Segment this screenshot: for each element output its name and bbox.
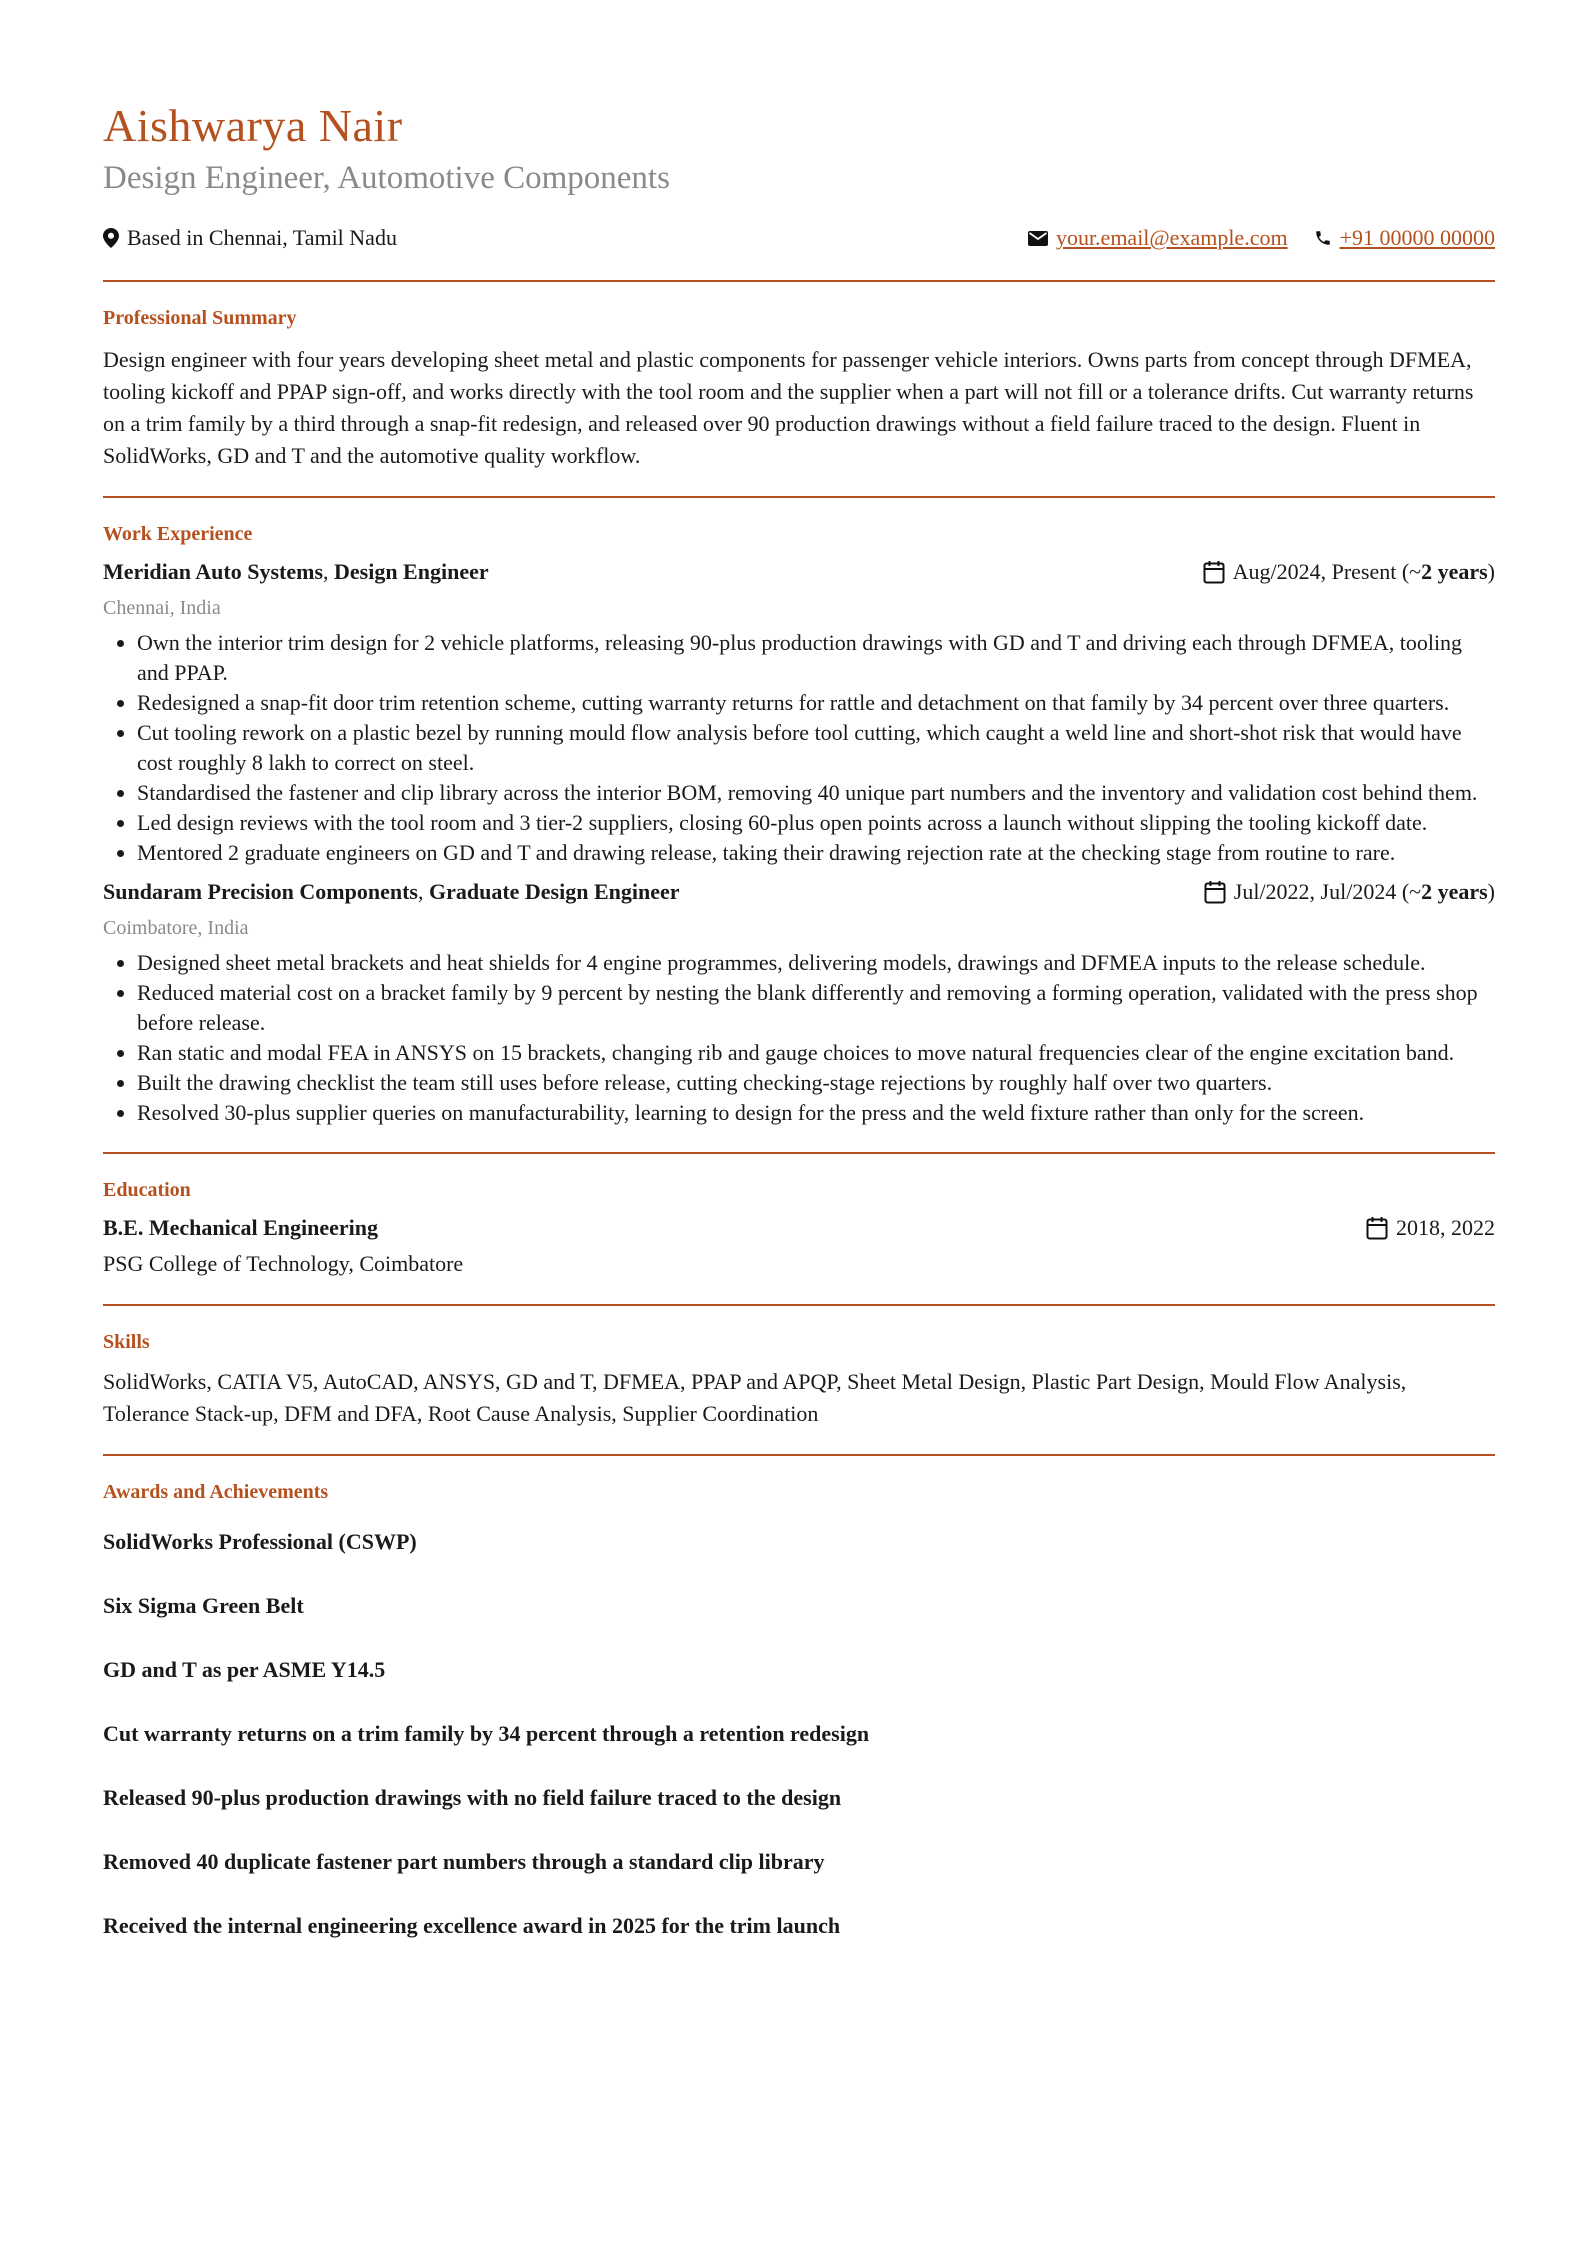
- phone-link[interactable]: +91 00000 00000: [1339, 225, 1495, 250]
- list-item: • Standardised the fastener and clip library across the interior BOM, removing 40 unique part numbers and the inventory and validation cost behind them.: [137, 778, 1495, 808]
- job-title-line: Meridian Auto Systems, Design Engineer: [103, 559, 489, 584]
- job-entry: [103, 556, 1495, 868]
- summary-section: [103, 304, 1495, 472]
- awards-list: [103, 1526, 1495, 1942]
- calendar-icon: [1204, 880, 1226, 904]
- award-item: Received the internal engineering excellence award in 2025 for the trim launch: [103, 1913, 841, 1938]
- job-location: Chennai, India: [103, 597, 221, 619]
- job-date-range: Jul/2022, Jul/2024: [1233, 879, 1397, 904]
- job-bullets: [103, 948, 1495, 1128]
- list-item: • Own the interior trim design for 2 vehicle platforms, releasing 90-plus production drawings with GD and T and driving each through DFMEA, tooling and PPAP.: [137, 628, 1495, 688]
- calendar-icon: [1203, 560, 1225, 584]
- job-role: Graduate Design Engineer: [428, 879, 680, 904]
- education-degree: B.E. Mechanical Engineering: [103, 1215, 378, 1240]
- education-school: PSG College of Technology, Coimbatore: [103, 1251, 464, 1276]
- award-item: GD and T as per ASME Y14.5: [103, 1657, 386, 1682]
- job-header: [103, 876, 1495, 908]
- job-role: Design Engineer: [334, 559, 489, 584]
- job-dates: [1204, 876, 1495, 908]
- job-location: Coimbatore, India: [103, 917, 249, 939]
- section-title-skills: Skills: [103, 1331, 150, 1353]
- duration-suffix: ): [1487, 879, 1495, 904]
- skills-section: [103, 1328, 1495, 1430]
- list-item: • Ran static and modal FEA in ANSYS on 15 brackets, changing rib and gauge choices to move natural frequencies clear of the engine excitation band.: [137, 1038, 1495, 1068]
- divider: [103, 1152, 1495, 1154]
- award-item: SolidWorks Professional (CSWP): [103, 1529, 417, 1554]
- section-title-education: Education: [103, 1179, 191, 1201]
- candidate-headline: Design Engineer, Automotive Components: [103, 160, 670, 196]
- awards-section: [103, 1478, 1495, 1942]
- job-title-line: Sundaram Precision Components, Graduate Design Engineer: [103, 879, 680, 904]
- section-title-summary: Professional Summary: [103, 307, 297, 329]
- contact-row: [103, 222, 1495, 254]
- location-info: [103, 225, 397, 251]
- list-item: • Designed sheet metal brackets and heat shields for 4 engine programmes, delivering models, drawings and DFMEA inputs to the release schedule.: [137, 948, 1495, 978]
- phone-item: [1314, 225, 1495, 251]
- job-header: [103, 556, 1495, 588]
- divider: [103, 1454, 1495, 1456]
- list-item: • Led design reviews with the tool room and 3 tier-2 suppliers, closing 60-plus open points across a launch without slipping the tooling kickoff date.: [137, 808, 1495, 838]
- contact-links: [1002, 225, 1495, 251]
- email-link[interactable]: your.email@example.com: [1055, 225, 1288, 250]
- list-item: • Mentored 2 graduate engineers on GD and T and drawing release, taking their drawing rejection rate at the checking stage from routine to rare.: [137, 838, 1495, 868]
- education-date-range: 2018, 2022: [1396, 1215, 1495, 1240]
- education-header: [103, 1212, 1495, 1244]
- summary-text: Design engineer with four years developing sheet metal and plastic components for passenger vehicle interiors. Owns parts from concept through DFMEA, tooling kickoff and PPAP sign-off, and works directly with the tool room and the supplier when a part will not fill or a tolerance drifts. Cut warranty returns on a trim family by a third through a snap-fit redesign, and released over 90 production drawings without a field failure traced to the design. Fluent in SolidWorks, GD and T and the automotive quality workflow.: [103, 347, 1474, 468]
- section-title-experience: Work Experience: [103, 523, 253, 545]
- skills-text: SolidWorks, CATIA V5, AutoCAD, ANSYS, GD and T, DFMEA, PPAP and APQP, Sheet Metal Design, Plastic Part Design, Mould Flow Analysis, Tolerance Stack-up, DFM and DFA, Root Cause Analysis, Supplier Coordination: [103, 1369, 1407, 1426]
- list-item: • Reduced material cost on a bracket family by 9 percent by nesting the blank differently and removing a forming operation, validated with the press shop before release.: [137, 978, 1495, 1038]
- job-entry: [103, 876, 1495, 1128]
- duration-prefix: (~: [1401, 879, 1422, 904]
- duration-suffix: ): [1487, 559, 1495, 584]
- email-item: [1028, 225, 1288, 251]
- job-company: Meridian Auto Systems: [103, 559, 323, 584]
- education-dates: [1366, 1212, 1495, 1244]
- section-title-awards: Awards and Achievements: [103, 1481, 329, 1503]
- award-item: Cut warranty returns on a trim family by 34 percent through a retention redesign: [103, 1721, 870, 1746]
- list-item: • Redesigned a snap-fit door trim retention scheme, cutting warranty returns for rattle and detachment on that family by 34 percent over three quarters.: [137, 688, 1495, 718]
- award-item: Removed 40 duplicate fastener part numbers through a standard clip library: [103, 1849, 825, 1874]
- job-date-range: Aug/2024, Present: [1232, 559, 1397, 584]
- resume-page: [103, 96, 1495, 1942]
- job-company: Sundaram Precision Components: [103, 879, 418, 904]
- divider: [103, 496, 1495, 498]
- job-duration: 2 years: [1421, 879, 1488, 904]
- award-item: Six Sigma Green Belt: [103, 1593, 304, 1618]
- experience-section: [103, 520, 1495, 1128]
- list-item: • Resolved 30-plus supplier queries on manufacturability, learning to design for the press and the weld fixture rather than only for the screen.: [137, 1098, 1495, 1128]
- phone-icon: [1314, 229, 1332, 247]
- job-bullets: [103, 628, 1495, 868]
- calendar-icon: [1366, 1216, 1388, 1240]
- job-duration: 2 years: [1421, 559, 1488, 584]
- list-item: • Cut tooling rework on a plastic bezel by running mould flow analysis before tool cutting, which caught a weld line and short-shot risk that would have cost roughly 8 lakh to correct on steel.: [137, 718, 1495, 778]
- divider: [103, 280, 1495, 282]
- education-section: [103, 1176, 1495, 1280]
- duration-prefix: (~: [1401, 559, 1422, 584]
- envelope-icon: [1028, 231, 1048, 246]
- job-dates: [1203, 556, 1495, 588]
- map-pin-icon: [103, 228, 119, 248]
- award-item: Released 90-plus production drawings with no field failure traced to the design: [103, 1785, 842, 1810]
- divider: [103, 1304, 1495, 1306]
- candidate-name: Aishwarya Nair: [103, 100, 403, 151]
- list-item: • Built the drawing checklist the team still uses before release, cutting checking-stage rejections by roughly half over two quarters.: [137, 1068, 1495, 1098]
- location-text: Based in Chennai, Tamil Nadu: [127, 225, 397, 250]
